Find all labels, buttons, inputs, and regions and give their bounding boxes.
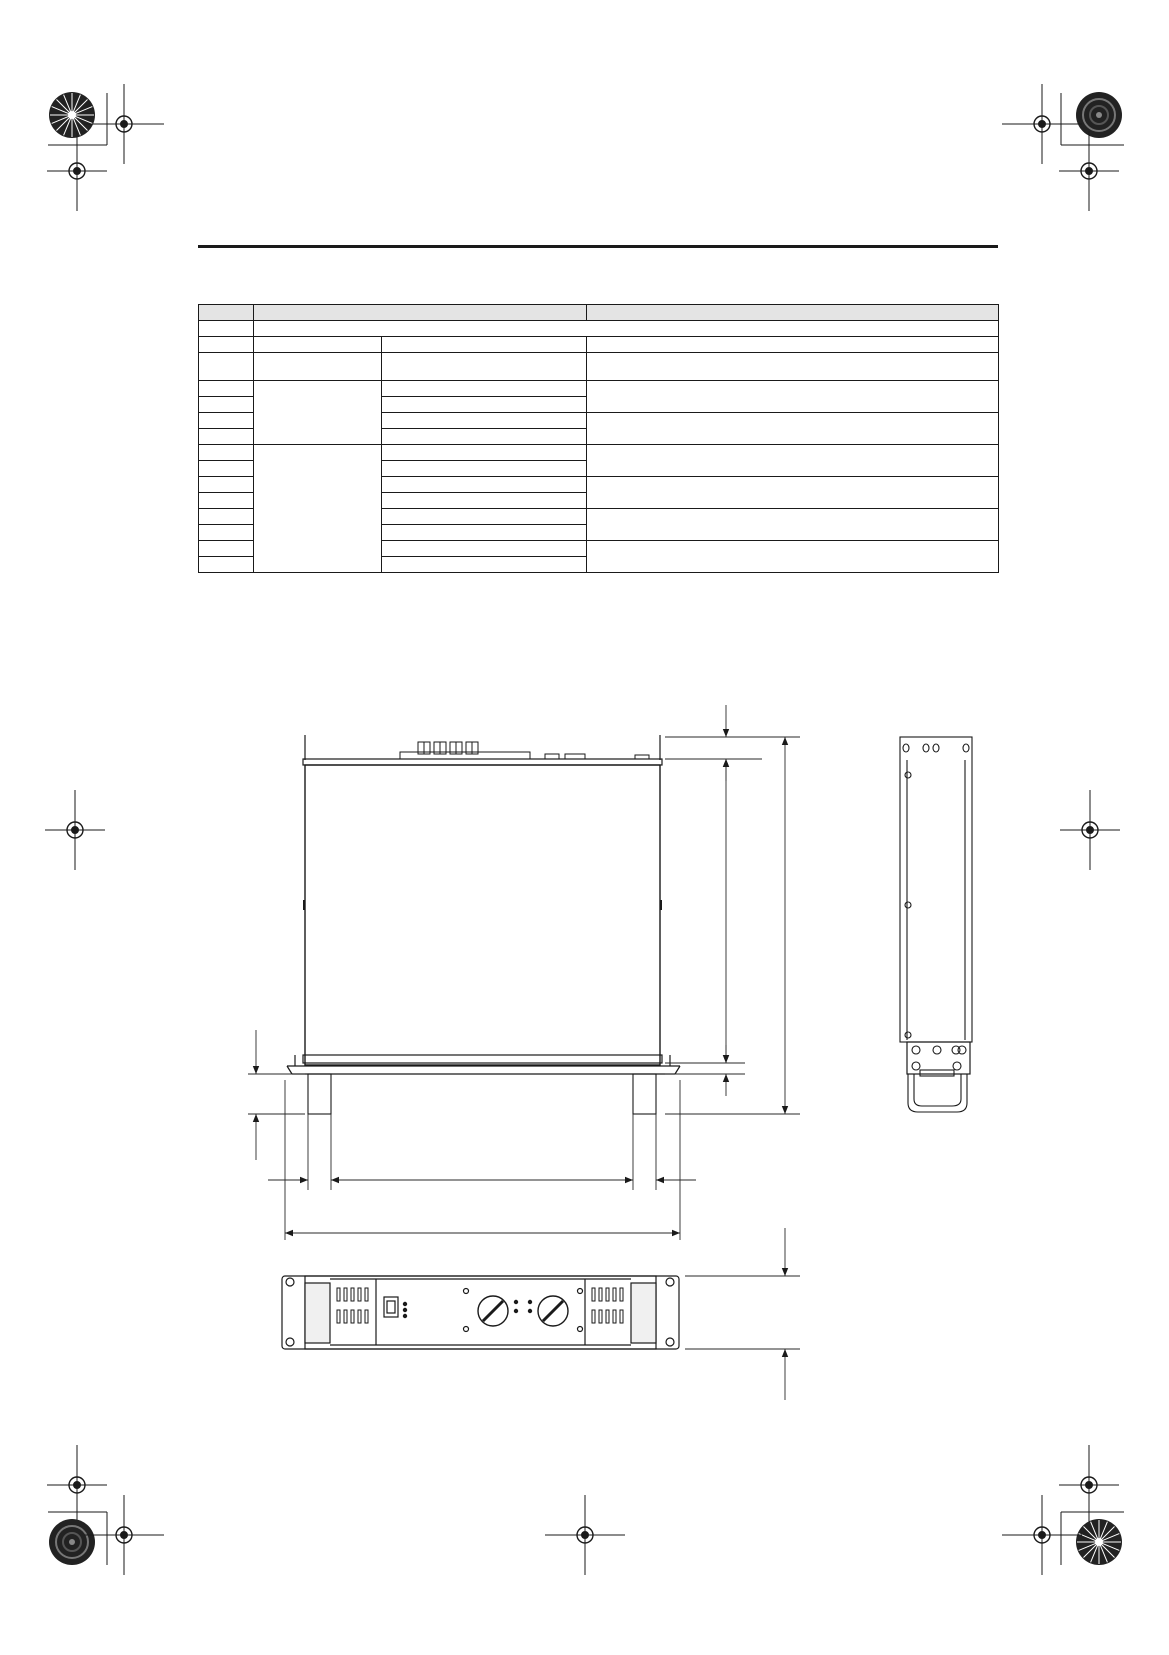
rear-terminals <box>400 742 649 759</box>
front-vent-left <box>337 1288 368 1323</box>
side-view-drawing <box>900 737 972 1112</box>
power-switch <box>384 1297 398 1317</box>
front-view-dimensions <box>685 1228 800 1400</box>
front-vent-right <box>592 1288 623 1323</box>
top-view-drawing <box>287 735 680 1114</box>
front-view-drawing <box>282 1276 679 1349</box>
volume-knob-b <box>538 1296 568 1326</box>
volume-knob-a <box>478 1296 508 1326</box>
top-view-dimensions <box>248 705 800 1240</box>
